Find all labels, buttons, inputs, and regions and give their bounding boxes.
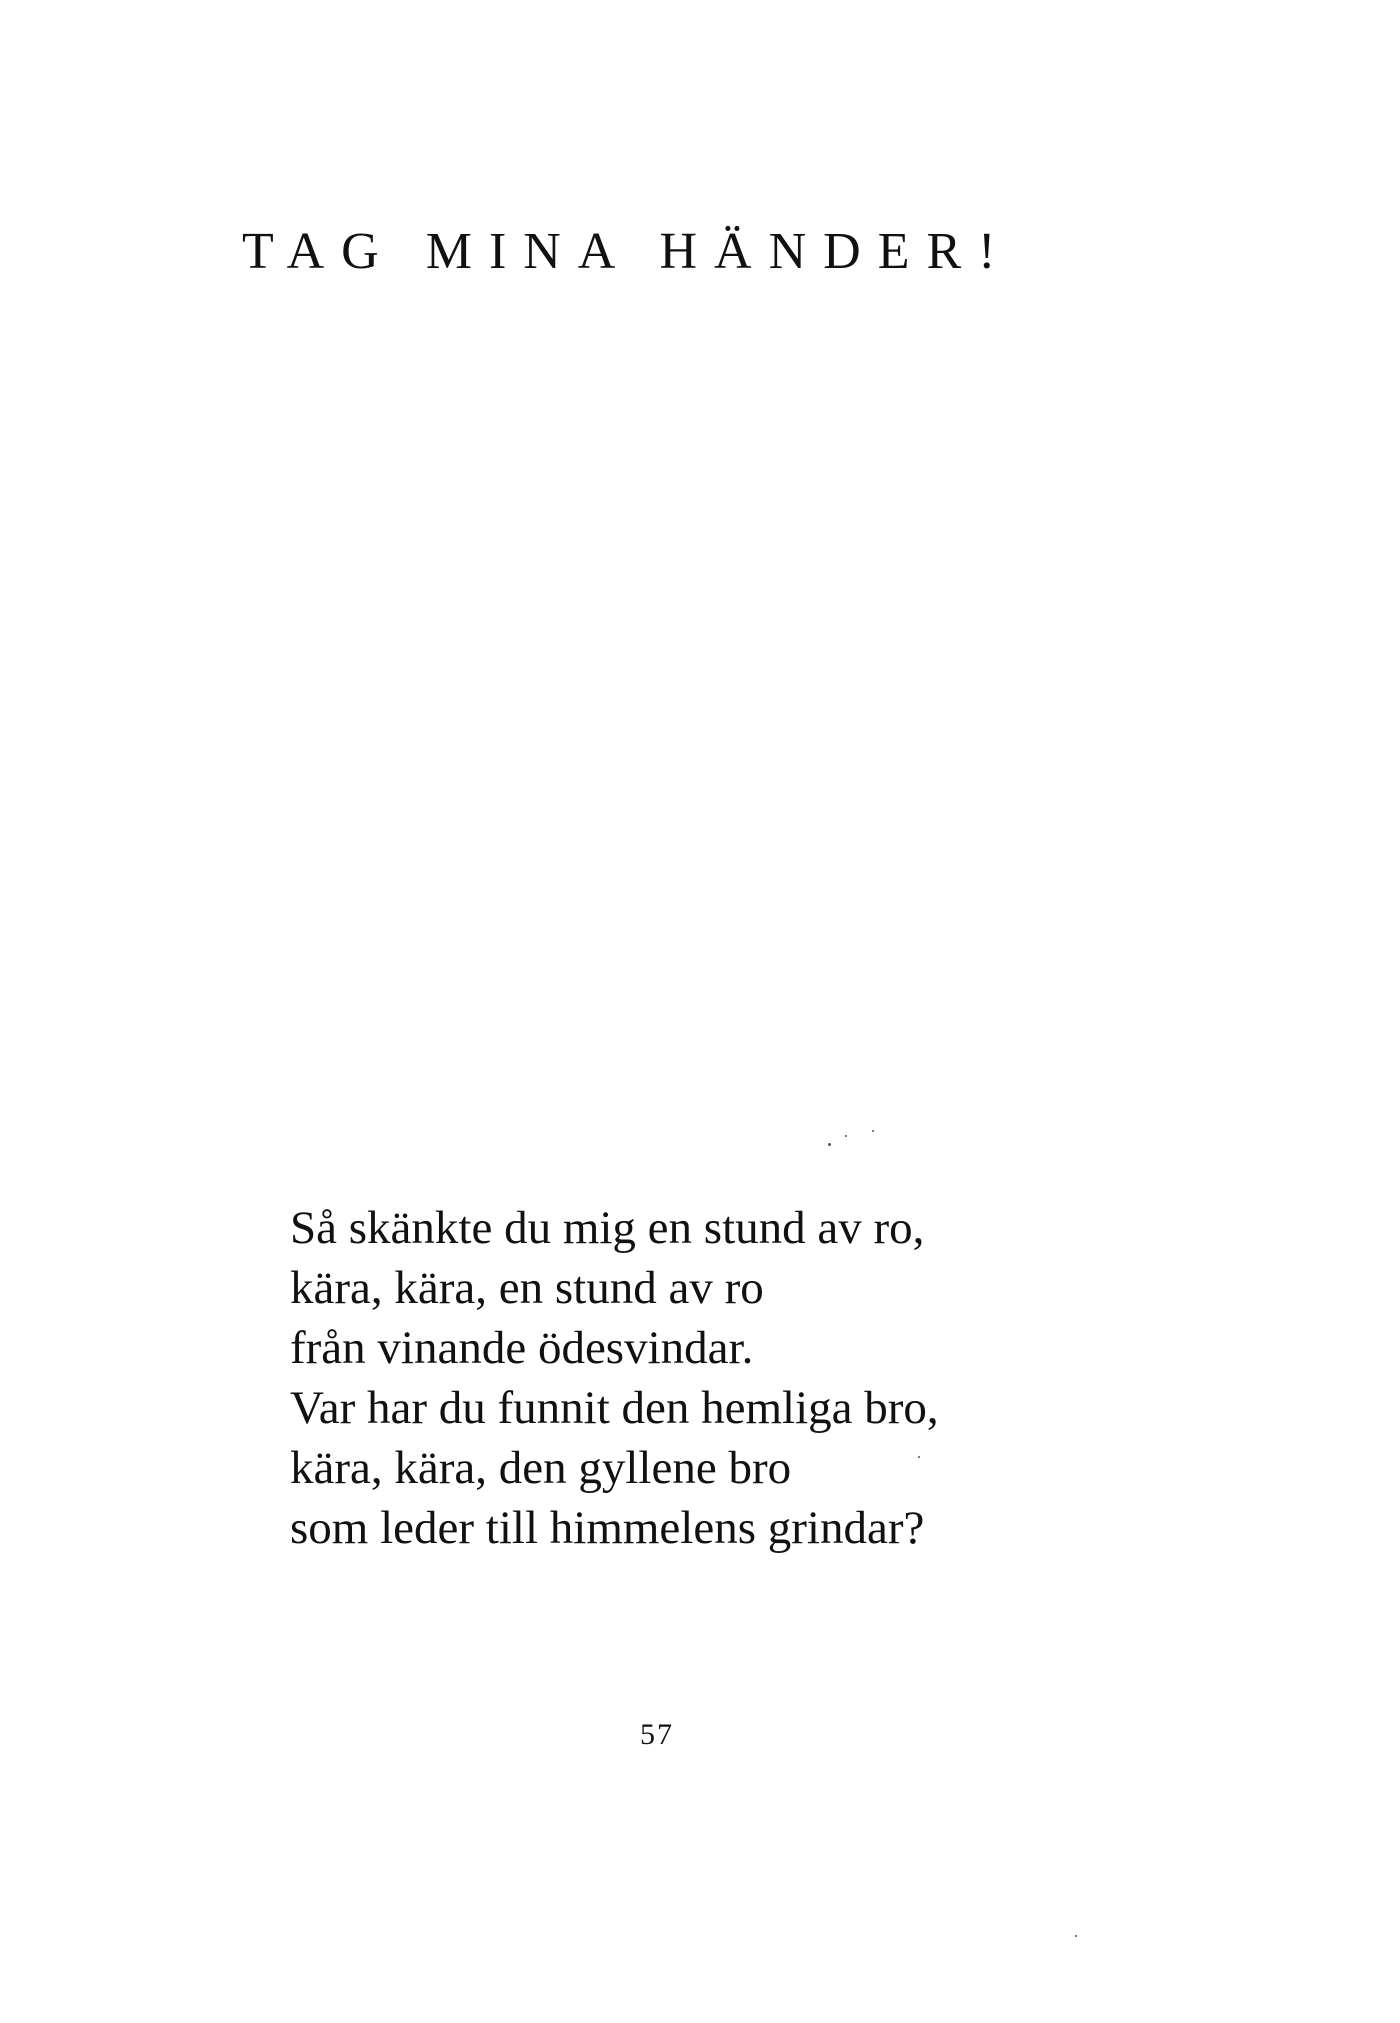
- poem-line: kära, kära, den gyllene bro: [290, 1442, 792, 1494]
- poem-stanza: [290, 1198, 939, 1558]
- scan-speck: [828, 1143, 831, 1146]
- poem-title: TAG MINA HÄNDER!: [242, 223, 1013, 280]
- scan-speck: [1075, 1935, 1077, 1937]
- poem-line: som leder till himmelens grindar?: [290, 1502, 925, 1554]
- scan-speck: [918, 1456, 920, 1458]
- poem-line: Så skänkte du mig en stund av ro,: [290, 1202, 925, 1254]
- poem-line: från vinande ödesvindar.: [290, 1322, 754, 1374]
- scan-speck: [845, 1135, 847, 1137]
- scan-speck: [872, 1130, 874, 1132]
- poem-line: kära, kära, en stund av ro: [290, 1262, 764, 1314]
- page-number: 57: [640, 1718, 674, 1751]
- poem-line: Var har du funnit den hemliga bro,: [290, 1382, 939, 1434]
